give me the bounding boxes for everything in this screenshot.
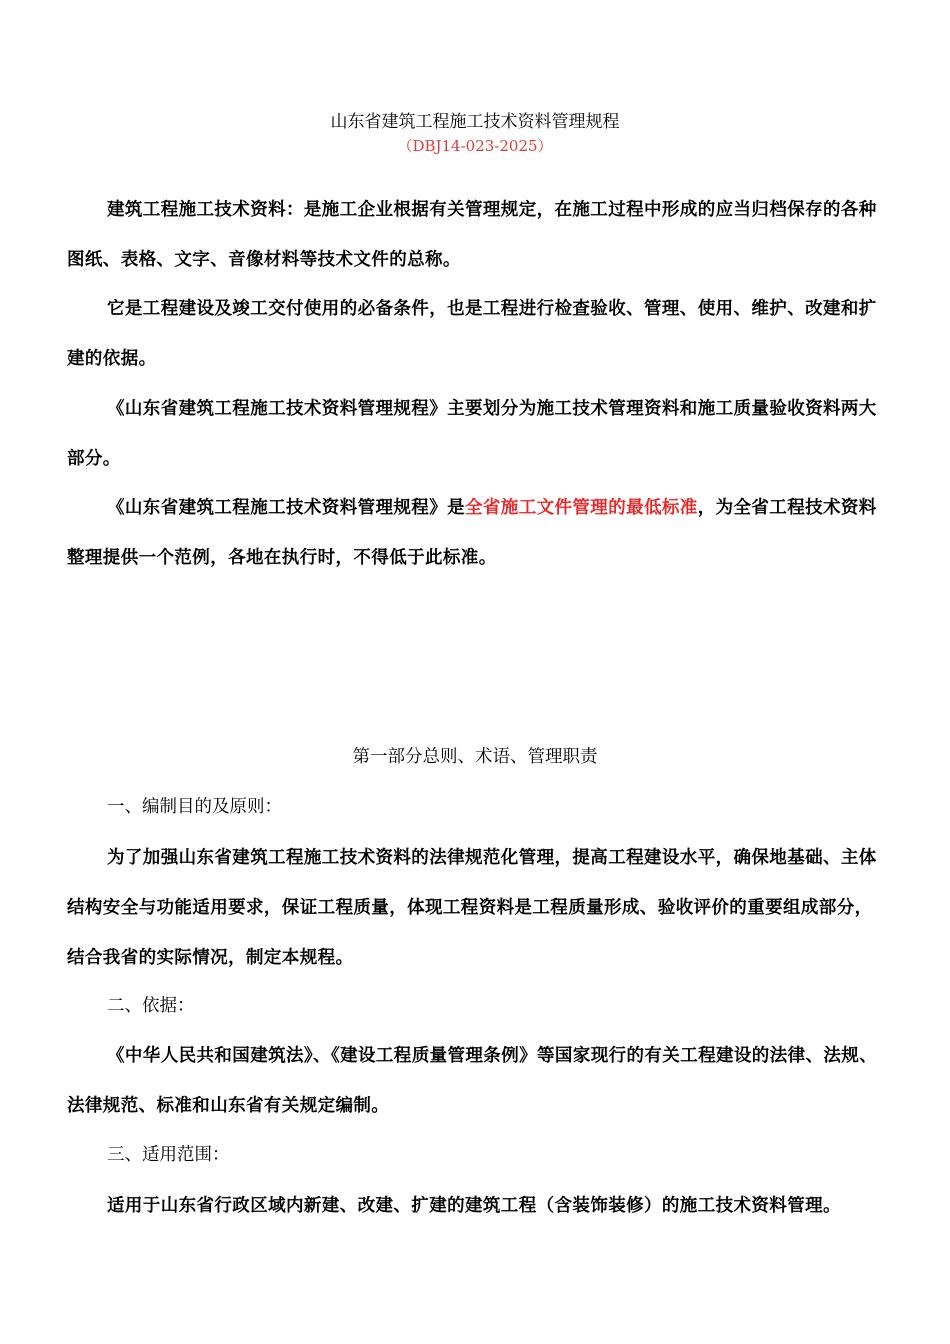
section-body-scope: 适用于山东省行政区域内新建、改建、扩建的建筑工程（含装饰装修）的施工技术资料管理。 <box>107 1196 841 1216</box>
intro-standard-after: ，为全省工程技术资料整理提供一个范例，各地在执行时，不得低于此标准。 <box>67 498 877 568</box>
section-body-basis: 《中华人民共和国建筑法》、《建设工程质量管理条例》等国家现行的有关工程建设的法律、法规、法律规范、标准和山东省有关规定编制。 <box>67 1046 878 1116</box>
standard-code: （DBJ14-023-2025） <box>397 137 553 155</box>
section-heading-purpose: 一、编制目的及原则： <box>107 797 282 817</box>
section-heading-scope: 三、适用范围： <box>107 1145 230 1165</box>
intro-paragraph-definition: 建筑工程施工技术资料：是施工企业根据有关管理规定，在施工过程中形成的应当归档保存的各种图纸、表格、文字、音像材料等技术文件的总称。 <box>67 200 877 270</box>
part-one-title: 第一部分总则、术语、管理职责 <box>352 747 598 767</box>
intro-standard-before: 《山东省建筑工程施工技术资料管理规程》是 <box>107 498 465 518</box>
highlighted-text: 全省施工文件管理的最低标准 <box>465 498 698 518</box>
section-heading-basis: 二、依据： <box>107 996 195 1016</box>
intro-paragraph-structure: 《山东省建筑工程施工技术资料管理规程》主要划分为施工技术管理资料和施工质量验收资料两大部分。 <box>67 399 877 469</box>
intro-paragraph-purpose: 它是工程建设及竣工交付使用的必备条件，也是工程进行检查验收、管理、使用、维护、改建和扩建的依据。 <box>67 299 877 369</box>
section-body-purpose: 为了加强山东省建筑工程施工技术资料的法律规范化管理，提高工程建设水平，确保地基础、主体结构安全与功能适用要求，保证工程质量，体现工程资料是工程质量形成、验收评价的重要组成部分，结合我省的实际情况，制定本规程。 <box>67 848 877 968</box>
document-title: 山东省建筑工程施工技术资料管理规程 <box>330 112 620 132</box>
intro-paragraph-standard <box>67 483 885 583</box>
